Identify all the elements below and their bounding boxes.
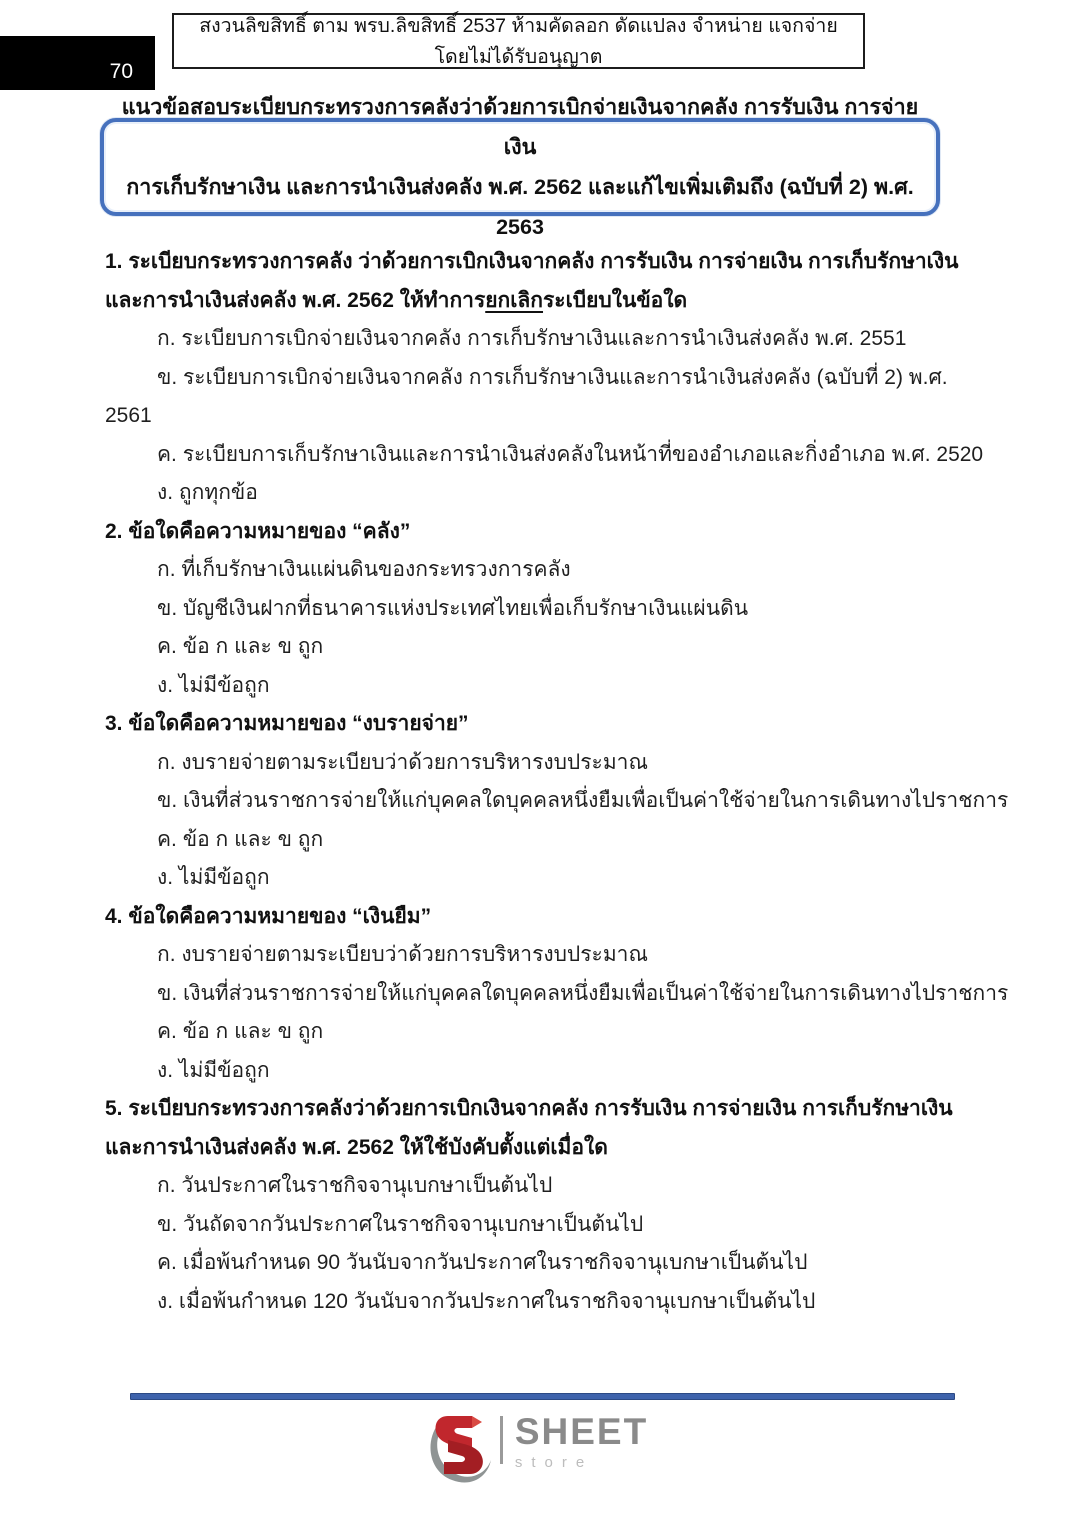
exam-title-box — [100, 95, 940, 239]
text-segment: ค. เมื่อพ้นกำหนด 90 วันนับจากวันประกาศในราชกิจจานุเบกษาเป็นต้นไป — [157, 1251, 808, 1274]
question-text — [105, 243, 965, 282]
answer-option — [105, 1013, 965, 1052]
logo-sub-text: store — [514, 1454, 594, 1471]
answer-option — [105, 859, 965, 898]
answer-option — [105, 1167, 965, 1206]
question-text — [105, 1090, 965, 1129]
page-number-box — [0, 36, 155, 90]
text-segment: ก. ระเบียบการเบิกจ่ายเงินจากคลัง การเก็บรักษาเงินและการนำเงินส่งคลัง พ.ศ. 2551 — [157, 327, 907, 350]
answer-option — [105, 474, 965, 513]
text-segment: ง. ไม่มีข้อถูก — [157, 1058, 270, 1082]
answer-option — [105, 1052, 965, 1091]
sheet-store-logo — [0, 1410, 1076, 1488]
copyright-notice-box — [172, 13, 865, 69]
answer-option — [105, 1244, 965, 1283]
question-list — [105, 243, 1009, 1321]
text-segment: ข. วันถัดจากวันประกาศในราชกิจจานุเบกษาเป็นต้นไป — [157, 1212, 644, 1236]
text-segment: ก. งบรายจ่ายตามระเบียบว่าด้วยการบริหารงบประมาณ — [157, 750, 648, 774]
question-text — [105, 282, 965, 321]
answer-option — [105, 744, 965, 783]
question-text — [105, 1129, 965, 1168]
logo-brand-text: SHEET — [514, 1411, 649, 1452]
question-text — [105, 898, 965, 937]
text-segment: ง. ไม่มีข้อถูก — [157, 866, 270, 889]
answer-option — [105, 1206, 965, 1245]
answer-option — [105, 782, 1009, 821]
exam-title-line1: แนวข้อสอบระเบียบกระทรวงการคลังว่าด้วยการเบิกจ่ายเงินจากคลัง การรับเงิน การจ่ายเงิน — [121, 95, 919, 159]
answer-option — [105, 590, 965, 629]
text-segment: ค. ข้อ ก และ ข ถูก — [157, 635, 324, 658]
question-text — [105, 513, 965, 552]
page-number: 70 — [109, 60, 133, 83]
text-segment: 1. ระเบียบกระทรวงการคลัง ว่าด้วยการเบิกเงินจากคลัง การรับเงิน การจ่ายเงิน การเก็บรักษาเงิน — [105, 250, 959, 273]
text-segment: 2561 — [105, 404, 152, 427]
text-segment: ข. บัญชีเงินฝากที่ธนาคารแห่งประเทศไทยเพื่อเก็บรักษาเงินแผ่นดิน — [157, 596, 749, 620]
answer-option — [105, 1283, 965, 1322]
text-segment: ก. วันประกาศในราชกิจจานุเบกษาเป็นต้นไป — [157, 1174, 553, 1197]
text-segment: 2. ข้อใดคือความหมายของ “คลัง” — [105, 519, 411, 543]
logo-s-icon — [428, 1410, 492, 1488]
text-segment: ง. ไม่มีข้อถูก — [157, 673, 270, 697]
exam-title-line2: การเก็บรักษาเงิน และการนำเงินส่งคลัง พ.ศ. 2562 และแก้ไขเพิ่มเติมถึง (ฉบับที่ 2) พ.ศ. 2563 — [126, 175, 914, 239]
text-segment: ง. เมื่อพ้นกำหนด 120 วันนับจากวันประกาศในราชกิจจานุเบกษาเป็นต้นไป — [157, 1289, 816, 1313]
text-segment: ก. งบรายจ่ายตามระเบียบว่าด้วยการบริหารงบประมาณ — [157, 943, 648, 966]
text-segment: 3. ข้อใดคือความหมายของ “งบรายจ่าย” — [105, 712, 469, 735]
logo-divider — [500, 1416, 503, 1464]
answer-option — [105, 936, 965, 975]
answer-option — [105, 359, 965, 398]
copyright-text: สงวนลิขสิทธิ์ ตาม พรบ.ลิขสิทธิ์ 2537 ห้ามคัดลอก ดัดแปลง จำหน่าย แจกจ่าย โดยไม่ได้รับอนุญาต — [199, 15, 838, 68]
answer-option — [105, 436, 984, 475]
text-segment: ข. ระเบียบการเบิกจ่ายเงินจากคลัง การเก็บรักษาเงินและการนำเงินส่งคลัง (ฉบับที่ 2) พ.ศ. — [157, 365, 948, 389]
underlined-text: ยกเลิก — [485, 288, 544, 312]
answer-option-continuation — [105, 397, 965, 436]
text-segment: 4. ข้อใดคือความหมายของ “เงินยืม” — [105, 904, 432, 928]
text-segment: และการนำเงินส่งคลัง พ.ศ. 2562 ให้ทำการ — [105, 288, 486, 312]
answer-option — [105, 320, 965, 359]
text-segment: ก. ที่เก็บรักษาเงินแผ่นดินของกระทรวงการคลัง — [157, 558, 571, 581]
text-segment: ข. เงินที่ส่วนราชการจ่ายให้แก่บุคคลใดบุคคลหนึ่งยืมเพื่อเป็นค่าใช้จ่ายในการเดินทางไปราชการ — [157, 981, 1009, 1005]
text-segment: ค. ข้อ ก และ ข ถูก — [157, 827, 324, 851]
answer-option — [105, 628, 965, 667]
text-segment: ระเบียบในข้อใด — [543, 288, 688, 312]
text-segment: ข. เงินที่ส่วนราชการจ่ายให้แก่บุคคลใดบุคคลหนึ่งยืมเพื่อเป็นค่าใช้จ่ายในการเดินทางไปราชการ — [157, 789, 1009, 812]
logo-text — [515, 1412, 648, 1472]
answer-option — [105, 821, 965, 860]
footer-divider-line — [130, 1393, 955, 1400]
text-segment: ค. ระเบียบการเก็บรักษาเงินและการนำเงินส่งคลังในหน้าที่ของอำเภอและกิ่งอำเภอ พ.ศ. 2520 — [157, 442, 984, 466]
text-segment: ค. ข้อ ก และ ข ถูก — [157, 1020, 324, 1043]
text-segment: 5. ระเบียบกระทรวงการคลังว่าด้วยการเบิกเงินจากคลัง การรับเงิน การจ่ายเงิน การเก็บรักษาเงิน — [105, 1097, 953, 1120]
answer-option — [105, 551, 965, 590]
question-text — [105, 705, 965, 744]
answer-option — [105, 667, 965, 706]
text-segment: และการนำเงินส่งคลัง พ.ศ. 2562 ให้ใช้บังคับตั้งแต่เมื่อใด — [105, 1135, 608, 1159]
answer-option — [105, 975, 1009, 1014]
text-segment: ง. ถูกทุกข้อ — [157, 481, 258, 504]
